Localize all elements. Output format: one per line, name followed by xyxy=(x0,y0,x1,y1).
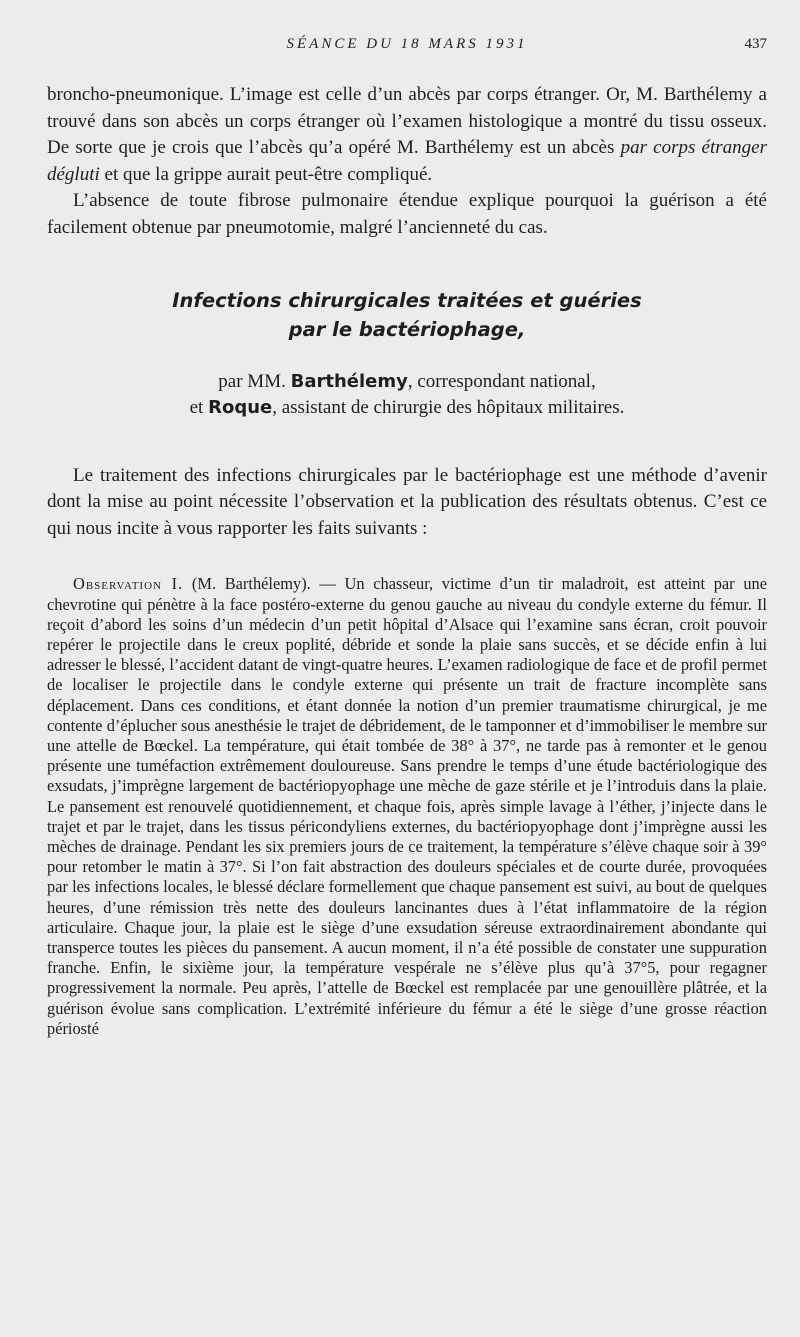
intro-paragraph-2: L’absence de toute fibrose pulmonaire étendue explique pourquoi la guérison a été facilement obtenue par pneumotomie, malgré l’ancienneté du cas. xyxy=(47,190,767,238)
observation-text: (M. Barthélemy). — Un chasseur, victime d’un tir maladroit, est atteint par une chevrotine qui pénètre à la face postéro-externe du genou gauche au niveau du condyle externe du fémur. Il reçoit d’abord les soins d’un médecin d’un petit hôpital d’Alsace qui l’examine sans écran, croit pouvoir repérer le projectile dans le creux poplité, débride et sonde la plaie sans succès, et se décide enfin à lui adresser le blessé, l’accident datant de vingt-quatre heures. L’examen radiologique de face et de profil permet de localiser le projectile dans le condyle externe qui présente un trait de fracture incomplète sans déplacement. Dans ces conditions, et étant donnée la notion d’un premier traumatisme chirurgical, je me contente d’éplucher sous anesthésie le trajet de débridement, de le tamponner et d’immobiliser le membre sur une attelle de Bœckel. La température, qui était tombée de 38° à 37°, ne tarde pas à remonter et le genou présente une tuméfaction extrêmement douloureuse. Sans prendre le temps d’une étude bactériologique des exsudats, j’imprègne largement de bactériopyophage une mèche de gaze stérile et je l’introduis dans la plaie. Le pansement est renouvelé quotidiennement, et chaque fois, après simple lavage à l’éther, j’injecte dans le trajet et par le trajet, dans les tissus péricondyliens externes, du bactériopyophage dont j’imprègne aussi les mèches de drainage. Pendant les six premiers jours de ce traitement, la température s’élève chaque soir à 39° pour retomber le matin à 37°. Si l’on fait abstraction des douleurs spéciales et de courte durée, provoquées par les infections locales, le blessé déclare formellement que chaque pansement est suivi, au bout de quelques heures, d’une rémission très nette des douleurs lancinantes dues à l’état inflammatoire de la région articulaire. Chaque jour, la plaie est le siège d’une exsudation séreuse extraordinairement abondante qui transperce toutes les pièces du pansement. A aucun moment, il n’a été possible de constater une suppuration franche. Enfin, le sixième jour, la température vespérale ne s’élève plus qu’à 37°5, pour regagner progressivement la normale. Peu après, l’attelle de Bœckel est remplacée par une genouillère plâtrée, et la guérison évolue sans complication. L’extrémité inférieure du fémur a été le siège d’une grosse réaction périosté xyxy=(47,574,767,1038)
authors-line-2 xyxy=(47,395,767,421)
intro-italic-phrase: par corps étranger dégluti xyxy=(47,137,767,185)
authors-prefix-1: par MM. xyxy=(218,370,291,392)
page xyxy=(47,36,767,1055)
article-paragraph-1: Le traitement des infections chirurgicales par le bactériophage est une méthode d’avenir dont la mise au point nécessite l’observation et la publication des résultats obtenus. C’est ce qui nous incite à vous rapporter les faits suivants : xyxy=(47,464,767,539)
intro-text-start: broncho-pneumonique. L’image est celle d’un abcès par corps étranger. Or, M. Barthélemy a trouvé dans son abcès un corps étranger où l’examen histologique a montré du tissu osseux. De sorte que je crois que l’abcès qu’a opéré M. Barthélemy est un abcès xyxy=(47,84,767,159)
running-head xyxy=(47,36,767,58)
article-title-line-1: Infections chirurgicales traitées et guéries xyxy=(172,288,642,312)
article-title-line-2: par le bactériophage, xyxy=(288,317,526,341)
author-name-2: Roque xyxy=(208,396,273,418)
intro-text-end: et que la grippe aurait peut-être compliqué. xyxy=(99,163,433,185)
intro-paragraph-1 xyxy=(47,82,767,188)
observation-paragraph xyxy=(47,574,767,1039)
article-title xyxy=(47,286,767,344)
authors-suffix-2: , assistant de chirurgie des hôpitaux militaires. xyxy=(272,396,625,418)
running-title: SÉANCE DU 18 MARS 1931 xyxy=(286,36,528,52)
page-number: 437 xyxy=(744,36,767,52)
authors-suffix-1: , correspondant national, xyxy=(407,370,596,392)
author-name-1: Barthélemy xyxy=(290,370,408,392)
observation-label: Observation I. xyxy=(73,574,184,594)
authors-line-1 xyxy=(47,369,767,395)
authors-prefix-2: et xyxy=(189,396,209,418)
authors xyxy=(47,369,767,421)
